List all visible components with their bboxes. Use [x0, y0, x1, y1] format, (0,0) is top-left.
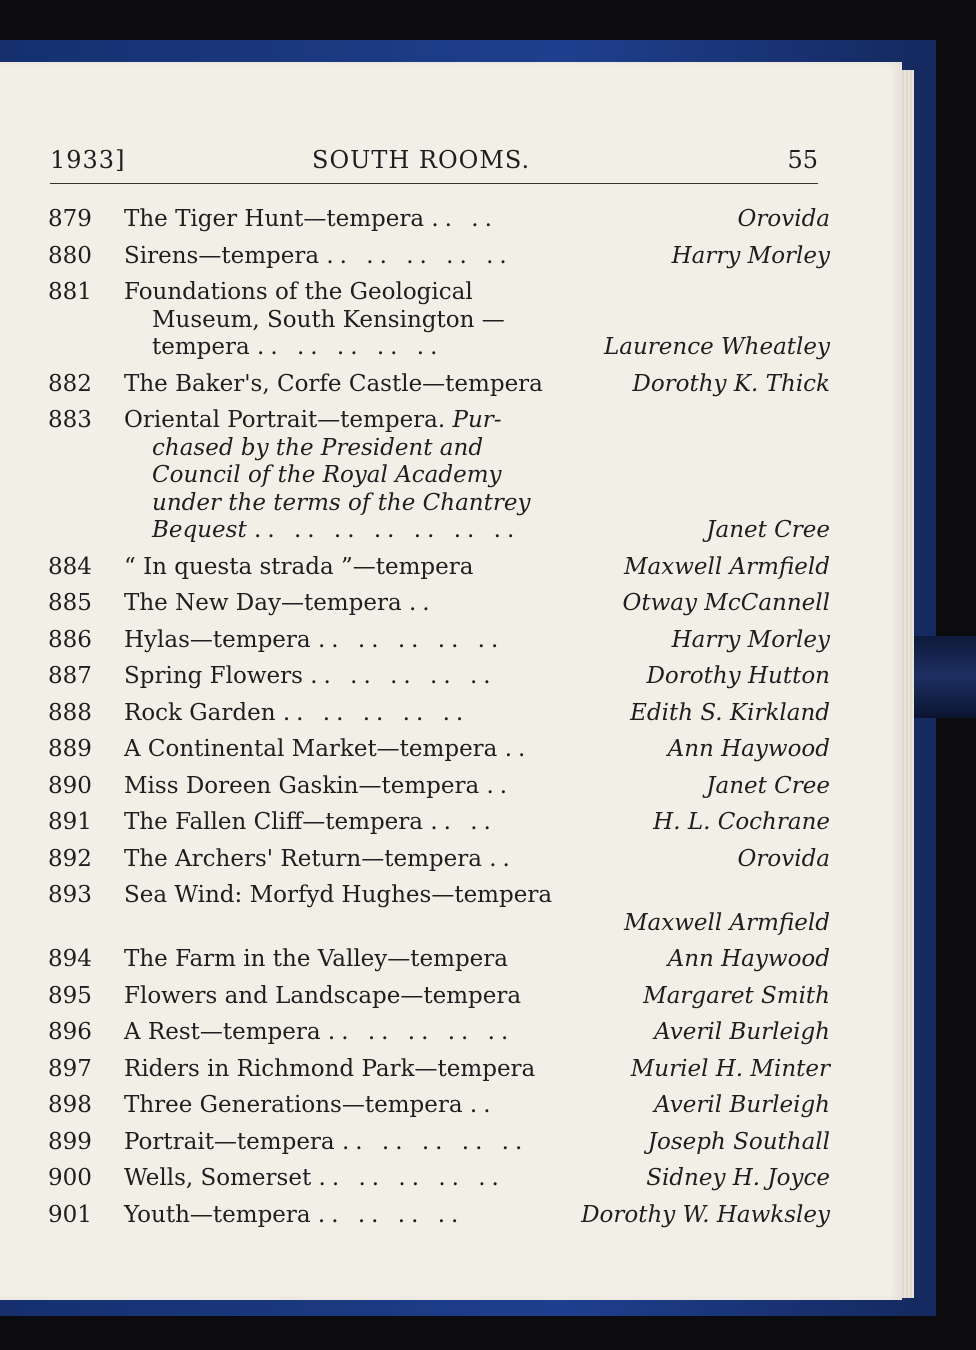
entry-title: Portrait—tempera — [124, 1128, 335, 1155]
catalogue-entry — [48, 882, 830, 937]
purchase-note: Council of the Royal Academy — [152, 462, 502, 488]
entry-title: Riders in Richmond Park—tempera — [124, 1055, 536, 1082]
entry-artist: Maxwell Armfield — [623, 553, 830, 580]
entry-title: The Fallen Cliff—tempera — [124, 809, 423, 835]
catalogue-entry — [48, 736, 830, 764]
leader-dots: .. .. .. .. .. .. .. — [254, 517, 521, 543]
entry-title: The Baker's, Corfe Castle—tempera — [124, 370, 543, 397]
leader-dots: .. .. — [431, 206, 498, 232]
entry-number: 886 — [48, 626, 92, 653]
header-year: 1933] — [50, 146, 126, 174]
entry-title: Hylas—tempera — [124, 626, 311, 653]
entry-number: 883 — [48, 407, 92, 433]
catalogue-entry — [48, 1019, 830, 1047]
leader-dots: .. — [408, 590, 436, 616]
entry-title: Miss Doreen Gaskin—tempera — [124, 772, 480, 799]
running-header — [50, 146, 818, 186]
entry-number: 899 — [48, 1128, 92, 1155]
bookmark-ribbon — [904, 636, 976, 718]
entry-artist: Orovida — [737, 845, 830, 872]
leader-dots: .. — [504, 736, 532, 762]
entry-artist: H. L. Cochrane — [653, 809, 830, 835]
entry-artist: Muriel H. Minter — [630, 1055, 830, 1082]
entry-artist: Laurence Wheatley — [603, 334, 830, 360]
entry-title: Oriental Portrait—tempera. — [124, 407, 446, 433]
leader-dots: .. — [469, 1092, 497, 1118]
entry-title: Three Generations—tempera — [124, 1092, 463, 1118]
entry-artist: Janet Cree — [706, 772, 830, 799]
leader-dots: .. .. .. .. — [317, 1201, 465, 1228]
entry-number: 885 — [48, 590, 92, 616]
leader-dots: .. .. .. .. .. — [257, 334, 444, 360]
entry-artist: Harry Morley — [671, 626, 830, 653]
entry-number: 888 — [48, 699, 92, 726]
entry-artist: Harry Morley — [671, 242, 830, 269]
entry-title: Rock Garden — [124, 699, 276, 726]
entry-artist: Dorothy Hutton — [646, 663, 830, 689]
leader-dots: .. .. .. .. .. — [326, 242, 513, 269]
catalogue-entry — [48, 1202, 830, 1230]
entry-number: 879 — [48, 206, 92, 232]
catalogue-entry — [48, 627, 830, 655]
entry-title: A Rest—tempera — [124, 1019, 321, 1045]
purchase-note: chased by the President and — [152, 434, 484, 461]
entry-number: 894 — [48, 946, 92, 972]
entry-title: The Tiger Hunt—tempera — [124, 206, 425, 232]
entry-number: 900 — [48, 1165, 92, 1191]
leader-dots: .. .. .. .. .. — [327, 1019, 515, 1045]
entry-title: The Farm in the Valley—tempera — [124, 946, 508, 972]
catalogue-entry — [48, 846, 830, 874]
entry-title: Sea Wind: Morfyd Hughes—tempera — [124, 882, 553, 908]
catalogue-entry — [48, 773, 830, 801]
catalogue-entry — [48, 700, 830, 728]
catalogue-entry — [48, 371, 830, 399]
catalogue-entry — [48, 243, 830, 271]
entry-artist: Ann Haywood — [667, 946, 830, 972]
entry-number: 895 — [48, 982, 92, 1009]
entry-artist: Dorothy K. Thick — [632, 370, 830, 397]
header-title: SOUTH ROOMS. — [312, 146, 531, 174]
catalogue-entry — [48, 1092, 830, 1120]
leader-dots: .. .. .. .. .. — [318, 1165, 505, 1191]
header-rule — [50, 183, 818, 184]
entry-artist: Dorothy W. Hawksley — [581, 1201, 830, 1228]
leader-dots: .. .. — [430, 809, 497, 835]
entry-title: The Archers' Return—tempera — [124, 845, 482, 872]
entry-title: Sirens—tempera — [124, 242, 320, 269]
entry-number: 893 — [48, 882, 92, 908]
catalogue-entry — [48, 983, 830, 1011]
entry-artist: Averil Burleigh — [654, 1092, 830, 1118]
entry-title: Flowers and Landscape—tempera — [124, 982, 522, 1009]
entry-artist: Edith S. Kirkland — [630, 699, 830, 726]
catalogue-entry — [48, 1056, 830, 1084]
leader-dots: .. .. .. .. .. — [282, 699, 470, 726]
leader-dots: .. .. .. .. .. — [341, 1128, 529, 1155]
entry-title: The New Day—tempera — [124, 590, 402, 616]
leader-dots: .. — [486, 772, 514, 799]
entry-number: 897 — [48, 1055, 92, 1082]
entry-title-continued: Museum, South Kensington — — [152, 306, 505, 333]
leader-dots: .. .. .. .. .. — [310, 663, 497, 689]
entry-title: Foundations of the Geological — [124, 279, 473, 305]
entry-number: 896 — [48, 1019, 92, 1045]
entry-number: 882 — [48, 370, 92, 397]
entry-number: 898 — [48, 1092, 92, 1118]
entry-title: Youth—tempera — [124, 1201, 311, 1228]
entry-number: 891 — [48, 809, 92, 835]
catalogue-entry — [48, 554, 830, 582]
entry-artist: Janet Cree — [706, 517, 830, 543]
purchase-note: Bequest — [152, 517, 247, 543]
entry-artist: Sidney H. Joyce — [646, 1165, 830, 1191]
entry-title: Wells, Somerset — [124, 1165, 312, 1191]
entry-number: 892 — [48, 845, 92, 872]
entry-artist: Averil Burleigh — [654, 1019, 830, 1045]
leader-dots: .. — [489, 845, 516, 872]
entry-number: 884 — [48, 553, 92, 580]
entry-artist: Maxwell Armfield — [623, 909, 830, 936]
entry-artist: Orovida — [737, 206, 830, 232]
entry-title: Spring Flowers — [124, 663, 303, 689]
entry-title: A Continental Market—tempera — [124, 736, 498, 762]
page-number: 55 — [787, 146, 818, 174]
entry-artist: Otway McCannell — [622, 590, 830, 616]
entry-artist: Margaret Smith — [643, 982, 830, 1009]
entry-number: 880 — [48, 242, 92, 269]
entry-number: 889 — [48, 736, 92, 762]
entry-title-continued: tempera — [152, 334, 250, 360]
catalogue-list — [48, 206, 830, 1238]
entry-number: 890 — [48, 772, 92, 799]
entry-title: “ In questa strada ”—tempera — [124, 553, 474, 580]
purchase-note: Pur- — [452, 407, 502, 433]
entry-number: 901 — [48, 1201, 92, 1228]
entry-artist: Ann Haywood — [667, 736, 830, 762]
catalogue-entry — [48, 663, 830, 691]
catalogue-entry — [48, 809, 830, 837]
entry-number: 887 — [48, 663, 92, 689]
catalogue-entry — [48, 407, 830, 545]
catalogue-entry — [48, 946, 830, 974]
entry-artist: Joseph Southall — [647, 1128, 830, 1155]
catalogue-entry — [48, 206, 830, 234]
purchase-note: under the terms of the Chantrey — [152, 489, 531, 516]
catalogue-entry — [48, 279, 830, 362]
catalogue-entry — [48, 1165, 830, 1193]
catalogue-entry — [48, 590, 830, 618]
entry-number: 881 — [48, 279, 92, 305]
leader-dots: .. .. .. .. .. — [317, 626, 505, 653]
catalogue-entry — [48, 1129, 830, 1157]
